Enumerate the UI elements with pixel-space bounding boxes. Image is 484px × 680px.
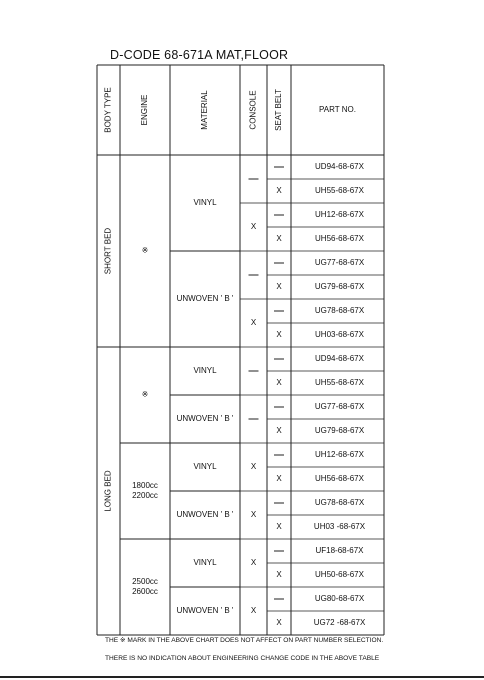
- note-mark: THE ※ MARK IN THE ABOVE CHART DOES NOT AFFECT ON PART NUMBER SELECTION.: [105, 637, 384, 644]
- part-number: UH55-68-67X: [315, 378, 364, 388]
- part-number: UH56-68-67X: [315, 234, 364, 244]
- part-number: UH12-68-67X: [315, 210, 364, 220]
- console-mark: X: [250, 510, 257, 520]
- part-number: UG77-68-67X: [314, 258, 365, 268]
- part-number: UH12-68-67X: [315, 450, 364, 460]
- part-number: UG78-68-67X: [314, 306, 365, 316]
- console-mark: X: [250, 558, 257, 568]
- header-material: MATERIAL: [200, 90, 210, 130]
- header-engine: ENGINE: [140, 94, 150, 126]
- engine-label: 1800cc 2200cc: [132, 481, 158, 501]
- console-mark: X: [250, 606, 257, 616]
- seat-belt-mark: X: [276, 522, 282, 532]
- engine-label: 2500cc 2600cc: [132, 577, 158, 597]
- seat-belt-mark: X: [276, 618, 282, 628]
- material-label: VINYL: [193, 198, 217, 208]
- part-number: UG77-68-67X: [314, 402, 365, 412]
- part-number: UH55-68-67X: [315, 186, 364, 196]
- header-body-type: BODY TYPE: [103, 87, 113, 133]
- material-label: VINYL: [193, 462, 217, 472]
- material-label: UNWOVEN ' B ': [176, 294, 234, 304]
- part-number: UF18-68-67X: [315, 546, 364, 556]
- engine-label: ※: [141, 390, 149, 400]
- material-label: VINYL: [193, 558, 217, 568]
- part-number: UG80-68-67X: [314, 594, 365, 604]
- part-number: UH03 -68-67X: [313, 522, 366, 532]
- part-number: UH50-68-67X: [315, 570, 364, 580]
- part-number: UG79-68-67X: [314, 282, 365, 292]
- console-mark: X: [250, 462, 257, 472]
- part-number: UH03-68-67X: [315, 330, 364, 340]
- header-console: CONSOLE: [248, 90, 258, 130]
- seat-belt-mark: X: [276, 570, 282, 580]
- body-type-label: SHORT BED: [103, 227, 113, 275]
- bottom-rule: [0, 676, 484, 678]
- seat-belt-mark: X: [276, 474, 282, 484]
- note-engineering-change: THERE IS NO INDICATION ABOUT ENGINEERING CHANGE CODE IN THE ABOVE TABLE: [105, 655, 380, 662]
- material-label: UNWOVEN ' B ': [176, 510, 234, 520]
- material-label: UNWOVEN ' B ': [176, 414, 234, 424]
- part-number: UG79-68-67X: [314, 426, 365, 436]
- seat-belt-mark: X: [276, 282, 282, 292]
- header-seat-belt: SEAT BELT: [274, 89, 284, 131]
- body-type-label: LONG BED: [103, 470, 113, 512]
- material-label: UNWOVEN ' B ': [176, 606, 234, 616]
- part-number: UD94-68-67X: [315, 162, 364, 172]
- part-number: UH56-68-67X: [315, 474, 364, 484]
- seat-belt-mark: X: [276, 378, 282, 388]
- part-number: UG72 -68-67X: [313, 618, 366, 628]
- part-number: UG78-68-67X: [314, 498, 365, 508]
- console-mark: X: [250, 222, 257, 232]
- document-title: D-CODE 68-671A MAT,FLOOR: [110, 48, 289, 62]
- seat-belt-mark: X: [276, 186, 282, 196]
- seat-belt-mark: X: [276, 234, 282, 244]
- header-part-no: PART NO.: [319, 105, 356, 115]
- engine-label: ※: [141, 246, 149, 256]
- console-mark: X: [250, 318, 257, 328]
- part-number: UD94-68-67X: [315, 354, 364, 364]
- seat-belt-mark: X: [276, 330, 282, 340]
- material-label: VINYL: [193, 366, 217, 376]
- seat-belt-mark: X: [276, 426, 282, 436]
